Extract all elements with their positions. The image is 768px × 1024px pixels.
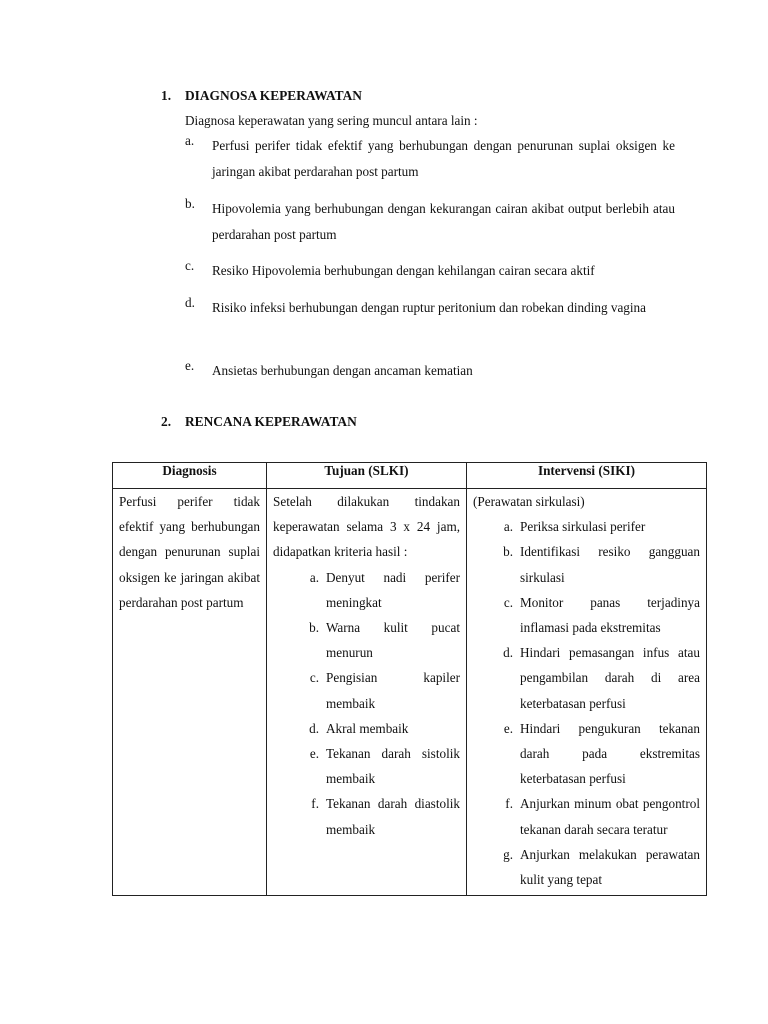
list-text: Hindari pemasangan infus atau pengambilan darah di area keterbatasan perfusi — [520, 645, 700, 711]
list-item — [273, 716, 460, 741]
list-item — [473, 791, 700, 841]
list-letter: b. — [309, 620, 319, 636]
section-2-heading — [161, 414, 357, 430]
list-text: Periksa sirkulasi perifer — [520, 519, 646, 535]
list-text: Tekanan darah sistolik membaik — [326, 746, 460, 787]
table-row — [113, 489, 707, 896]
section-1-title: DIAGNOSA KEPERAWATAN — [185, 88, 362, 103]
list-letter: c. — [309, 670, 319, 686]
tujuan-cell — [267, 489, 467, 896]
diagnosis-item-e — [185, 358, 675, 384]
section-1-number: 1. — [161, 88, 172, 103]
list-letter: a. — [309, 569, 319, 585]
diagnosis-text: Perfusi perifer tidak efektif yang berhubungan dengan penurunan suplai oksigen ke jaringan akibat perdarahan post partum — [212, 138, 675, 179]
list-letter: f. — [311, 796, 319, 812]
diagnosis-text: Hipovolemia yang berhubungan dengan kekurangan cairan akibat output berlebih atau perdarahan post partum — [212, 201, 675, 242]
diagnosis-letter: e. — [185, 358, 195, 373]
list-item — [273, 791, 460, 841]
list-item — [473, 590, 700, 640]
header-diagnosis: Diagnosis — [113, 463, 267, 489]
tujuan-intro: Setelah dilakukan tindakan keperawatan selama 3 x 24 jam, didapatkan kriteria hasil : — [273, 494, 460, 560]
diagnosis-item-a — [185, 133, 675, 185]
list-item — [273, 565, 460, 615]
list-item — [273, 741, 460, 791]
list-text: Anjurkan minum obat pengontrol tekanan darah secara teratur — [520, 796, 700, 837]
section-2-title: RENCANA KEPERAWATAN — [185, 414, 357, 429]
list-item — [473, 842, 700, 892]
list-item — [473, 514, 700, 539]
list-item — [473, 716, 700, 792]
list-text: Anjurkan melakukan perawatan kulit yang tepat — [520, 846, 700, 888]
list-letter: a. — [503, 519, 513, 535]
diagnosis-letter: d. — [185, 295, 195, 310]
list-letter: d. — [503, 645, 513, 661]
diagnosis-item-c — [185, 258, 675, 284]
header-intervensi: Intervensi (SIKI) — [467, 463, 707, 489]
list-text: Hindari pengukuran tekanan darah pada ekstremitas keterbatasan perfusi — [520, 720, 700, 787]
list-letter: d. — [309, 720, 319, 736]
list-text: Monitor panas terjadinya inflamasi pada ekstremitas — [520, 594, 700, 636]
diagnosis-letter: a. — [185, 133, 195, 148]
diagnosis-text: Risiko infeksi berhubungan dengan ruptur peritonium dan robekan dinding vagina — [212, 300, 646, 315]
intervensi-cell — [467, 489, 707, 896]
diagnosis-item-b — [185, 196, 675, 248]
intervensi-intro: (Perawatan sirkulasi) — [473, 494, 585, 509]
list-letter: b. — [503, 544, 513, 560]
list-text: Identifikasi resiko gangguan sirkulasi — [520, 544, 700, 585]
list-text: Warna kulit pucat menurun — [326, 620, 460, 661]
diagnosis-text: Ansietas berhubungan dengan ancaman kematian — [212, 363, 473, 378]
header-tujuan: Tujuan (SLKI) — [267, 463, 467, 489]
list-text: Tekanan darah diastolik membaik — [326, 796, 460, 837]
list-item — [473, 640, 700, 716]
diagnosis-item-d — [185, 295, 675, 321]
list-letter: e. — [503, 720, 513, 736]
diagnosis-letter: c. — [185, 258, 195, 273]
list-letter: g. — [503, 846, 513, 862]
tujuan-list — [273, 565, 460, 842]
list-item — [273, 615, 460, 665]
diagnosis-text: Resiko Hipovolemia berhubungan dengan kehilangan cairan secara aktif — [212, 263, 595, 278]
list-letter: c. — [503, 594, 513, 610]
list-item — [273, 665, 460, 715]
intervensi-list — [473, 514, 700, 892]
list-letter: f. — [505, 796, 513, 812]
diagnosis-letter: b. — [185, 196, 195, 211]
section-1-heading — [161, 88, 362, 104]
list-text: Akral membaik — [326, 720, 409, 736]
list-letter: e. — [309, 746, 319, 762]
list-text: Pengisian kapiler membaik — [326, 670, 460, 711]
list-text: Denyut nadi perifer meningkat — [326, 569, 460, 610]
section-1-intro: Diagnosa keperawatan yang sering muncul antara lain : — [185, 113, 478, 128]
diagnosis-cell — [113, 489, 267, 896]
care-plan-table — [112, 462, 707, 896]
section-2-number: 2. — [161, 414, 172, 429]
diagnosis-cell-text: Perfusi perifer tidak efektif yang berhubungan dengan penurunan suplai oksigen ke jaringan akibat perdarahan post partum — [119, 494, 260, 610]
list-item — [473, 539, 700, 589]
table-header-row — [113, 463, 707, 489]
